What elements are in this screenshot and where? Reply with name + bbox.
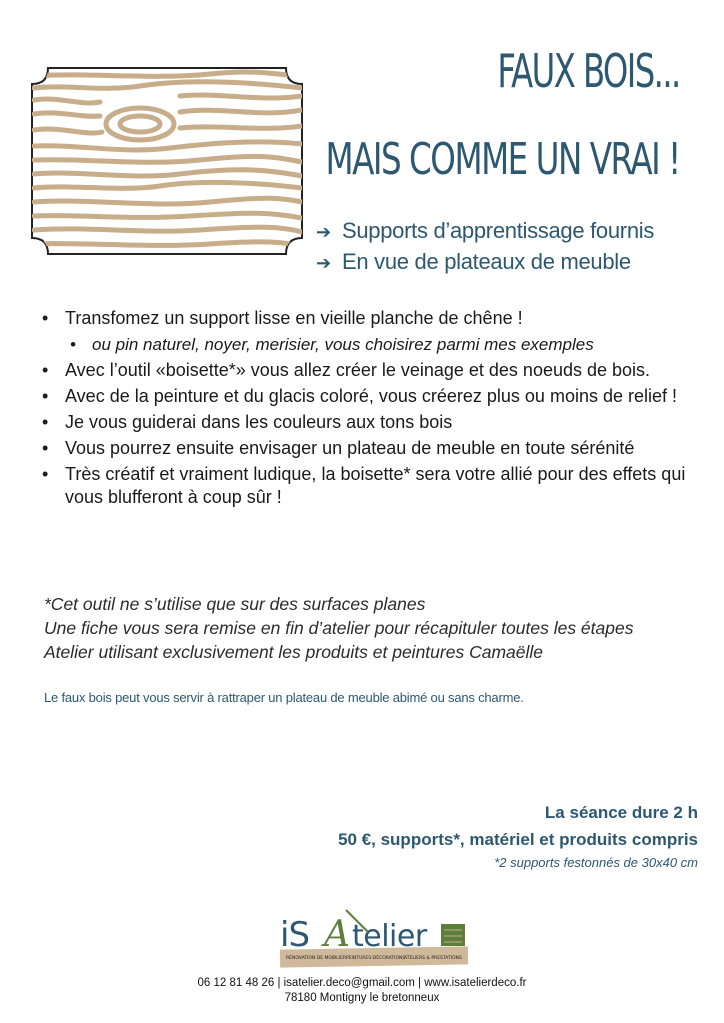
bullet-item	[40, 437, 690, 460]
small-note: Le faux bois peut vous servir à rattraper un plateau de meuble abimé ou sans charme.	[44, 690, 524, 705]
faux-bois-panel-illustration	[30, 66, 304, 256]
bullet-icon: •	[42, 464, 49, 484]
logo-tag: ATELIERS & PRESTATIONS	[404, 956, 462, 961]
bullet-text: Avec de la peinture et du glacis coloré, vous créerez plus ou moins de relief !	[65, 386, 677, 406]
bullet-icon: •	[42, 308, 49, 328]
bullet-icon: •	[42, 386, 49, 406]
bullet-text: Vous pourrez ensuite envisager un plateau de meuble en toute sérénité	[65, 438, 635, 458]
bullet-list	[40, 307, 690, 512]
bullet-subitem	[40, 333, 690, 356]
bullet-item	[40, 385, 690, 408]
bullet-item	[40, 359, 690, 382]
pricing-block	[338, 800, 698, 872]
bullet-item	[40, 411, 690, 434]
title-line-2: MAIS COMME UN VRAI !	[325, 134, 680, 185]
feature-item	[316, 216, 696, 247]
bullet-text: ou pin naturel, noyer, merisier, vous choisirez parmi mes exemples	[92, 335, 594, 354]
bullet-item	[40, 307, 690, 330]
feature-item	[316, 247, 696, 278]
footer	[0, 976, 724, 1006]
isatelier-logo	[276, 904, 476, 974]
bullet-text: Transfomez un support lisse en vieille planche de chêne !	[65, 308, 523, 328]
notes-block	[44, 592, 704, 664]
feature-label: Supports d’apprentissage fournis	[342, 218, 655, 243]
contact-line: 06 12 81 48 26 | isatelier.deco@gmail.com | www.isatelierdeco.fr	[197, 977, 527, 989]
bullet-icon: •	[70, 335, 76, 354]
session-duration: La séance dure 2 h	[544, 803, 698, 822]
feature-label: En vue de plateaux de meuble	[342, 249, 631, 274]
bullet-item	[40, 463, 690, 509]
note-line: *Cet outil ne s’utilise que sur des surfaces planes	[44, 594, 426, 614]
bullet-icon: •	[42, 360, 49, 380]
svg-text:telier: telier	[352, 919, 427, 954]
note-line: Une fiche vous sera remise en fin d’atelier pour récapituler toutes les étapes	[44, 618, 634, 638]
arrow-right-icon: ➔	[316, 222, 331, 242]
address-line: 78180 Montigny le bretonneux	[284, 992, 440, 1004]
note-line: Atelier utilisant exclusivement les produits et peintures Camaëlle	[44, 642, 543, 662]
title-line-1: FAUX BOIS...	[497, 44, 680, 98]
bullet-text: Très créatif et vraiment ludique, la boisette* sera votre allié pour des effets qui vous blufferont à coup sûr !	[65, 464, 686, 507]
svg-text:iS: iS	[280, 915, 310, 955]
bullet-text: Je vous guiderai dans les couleurs aux tons bois	[65, 412, 453, 432]
supports-footnote: *2 supports festonnés de 30x40 cm	[494, 855, 698, 870]
arrow-right-icon: ➔	[316, 253, 331, 273]
svg-text:A: A	[324, 914, 350, 955]
bullet-icon: •	[42, 438, 49, 458]
logo-tag: RÉNOVATION DE MOBILIER	[286, 956, 347, 961]
bullet-text: Avec l’outil «boisette*» vous allez créer le veinage et des noeuds de bois.	[65, 360, 651, 380]
logo-tag: PEINTURES-DÉCORATIONS	[346, 956, 406, 961]
bullet-icon: •	[42, 412, 49, 432]
feature-list	[316, 216, 696, 278]
session-price: 50 €, supports*, matériel et produits compris	[338, 830, 698, 849]
